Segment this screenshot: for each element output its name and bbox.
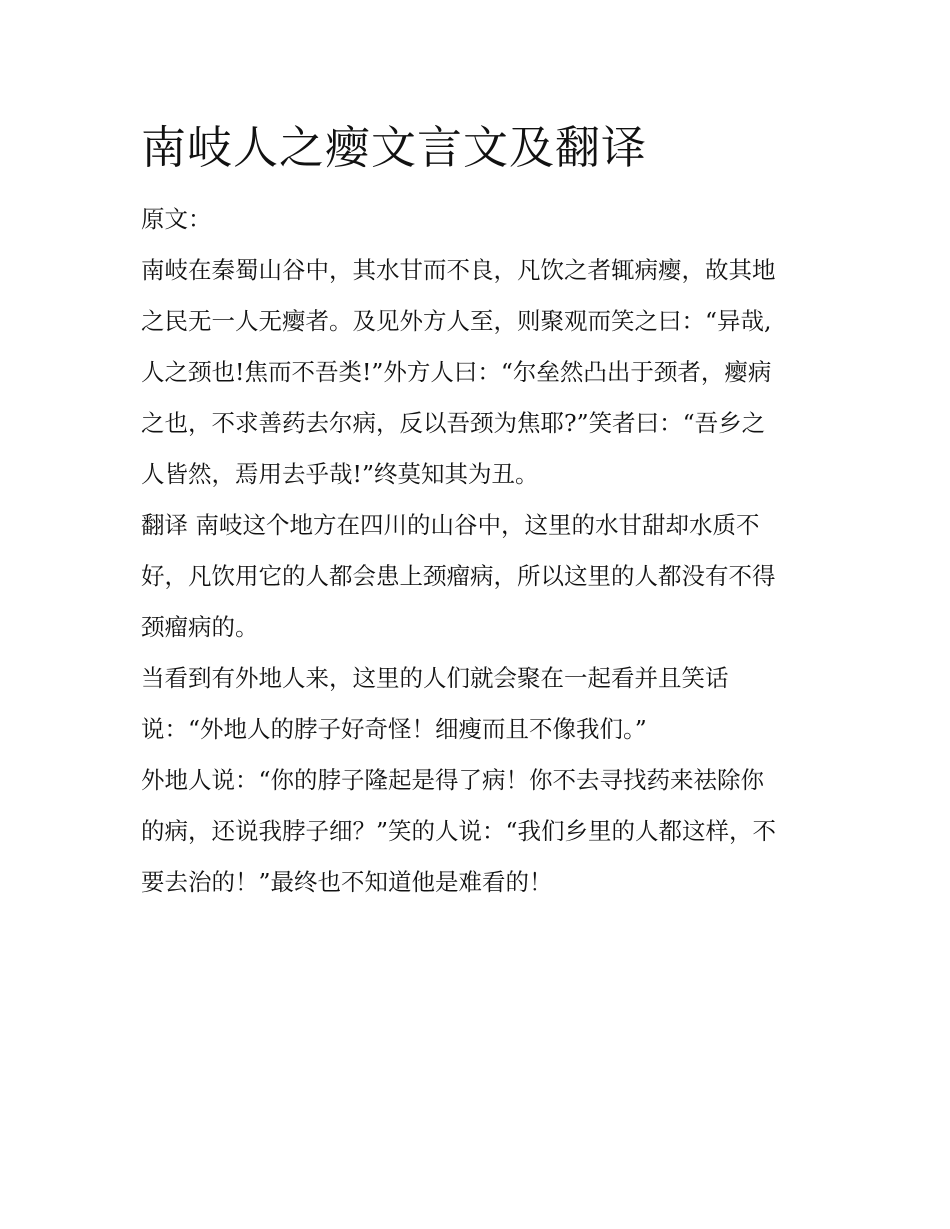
translation-paragraph-1 bbox=[141, 500, 821, 653]
translation-line: 外地人说：“你的脖子隆起是得了病！你不去寻找药来祛除你 bbox=[141, 766, 765, 794]
document-page bbox=[141, 108, 821, 908]
translation-paragraph-2 bbox=[141, 653, 821, 755]
original-text-label bbox=[141, 194, 821, 245]
document-title: 南岐人之瘿文言文及翻译 bbox=[141, 121, 648, 174]
original-line: 人之颈也!焦而不吾类!”外方人曰：“尔垒然凸出于颈者，瘿病 bbox=[141, 358, 772, 386]
original-text-paragraph bbox=[141, 245, 821, 500]
translation-line: 当看到有外地人来，这里的人们就会聚在一起看并且笑话 bbox=[141, 664, 729, 692]
original-line: 人皆然，焉用去乎哉!”终莫知其为丑。 bbox=[141, 460, 539, 488]
translation-paragraph-3 bbox=[141, 755, 821, 908]
translation-line: 说：“外地人的脖子好奇怪！细瘦而且不像我们。” bbox=[141, 715, 647, 743]
translation-line: 颈瘤病的。 bbox=[141, 613, 259, 641]
original-label: 原文： bbox=[141, 205, 212, 233]
original-line: 之民无一人无瘿者。及见外方人至，则聚观而笑之曰：“异哉, bbox=[141, 307, 772, 335]
translation-line: 好，凡饮用它的人都会患上颈瘤病，所以这里的人都没有不得 bbox=[141, 562, 776, 590]
translation-line: 要去治的！”最终也不知道他是难看的！ bbox=[141, 868, 553, 896]
translation-line: 翻译 南岐这个地方在四川的山谷中，这里的水甘甜却水质不 bbox=[141, 511, 760, 539]
original-line: 南岐在秦蜀山谷中，其水甘而不良，凡饮之者辄病瘿，故其地 bbox=[141, 256, 776, 284]
original-line: 之也，不求善药去尔病，反以吾颈为焦耶?”笑者曰：“吾乡之 bbox=[141, 409, 766, 437]
translation-line: 的病，还说我脖子细？”笑的人说：“我们乡里的人都这样，不 bbox=[141, 817, 777, 845]
